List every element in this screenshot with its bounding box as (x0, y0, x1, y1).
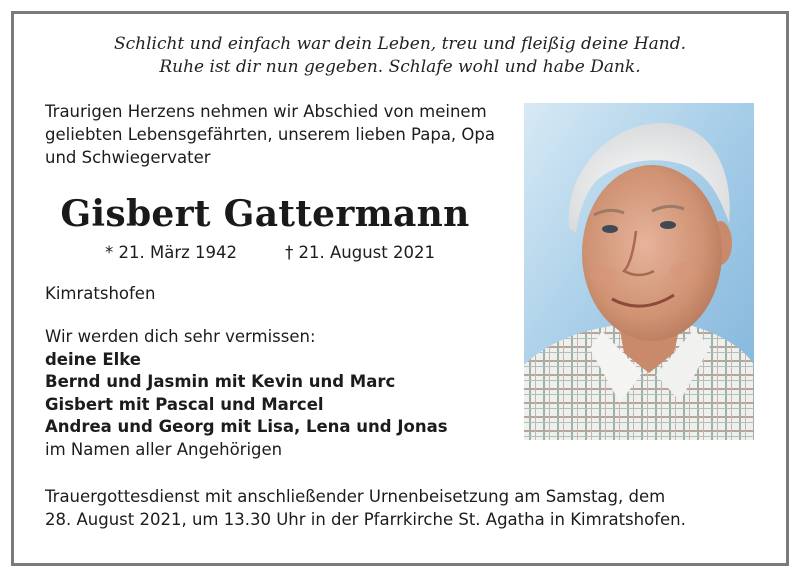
service-info (45, 486, 765, 531)
mourners-intro: Wir werden dich sehr vermissen: (45, 327, 316, 346)
mourner-name: Gisbert mit Pascal und Marcel (45, 394, 324, 414)
intro-line-1: Traurigen Herzens nehmen wir Abschied von meinem (45, 102, 487, 121)
mourner-name: Andrea und Georg mit Lisa, Lena und Jonas (45, 417, 448, 436)
intro-line-3: und Schwiegervater (45, 148, 211, 167)
birth-date: * 21. März 1942 (105, 243, 238, 262)
mourner-name: deine Elke (45, 349, 141, 369)
intro-line-2: geliebten Lebensgefährten, unserem lieben Papa, Opa (45, 125, 495, 144)
death-date: † 21. August 2021 (285, 243, 435, 262)
verse-line-1: Schlicht und einfach war dein Leben, treu und fleißig deine Hand. (113, 34, 687, 54)
service-line-2: 28. August 2021, um 13.30 Uhr in der Pfarrkirche St. Agatha in Kimratshofen. (45, 509, 686, 529)
verse-line-2: Ruhe ist dir nun gegeben. Schlafe wohl und habe Dank. (159, 57, 641, 77)
mourner-name: Bernd und Jasmin mit Kevin und Marc (45, 372, 396, 391)
portrait-photo (524, 103, 754, 440)
mourners-block (45, 326, 515, 461)
residence-place: Kimratshofen (45, 284, 156, 303)
mourners-closing: im Namen aller Angehörigen (45, 439, 283, 459)
service-line-1: Trauergottesdienst mit anschließender Urnenbeisetzung am Samstag, dem (45, 487, 666, 506)
intro-text (45, 100, 515, 169)
deceased-name: Gisbert Gattermann (60, 193, 470, 235)
